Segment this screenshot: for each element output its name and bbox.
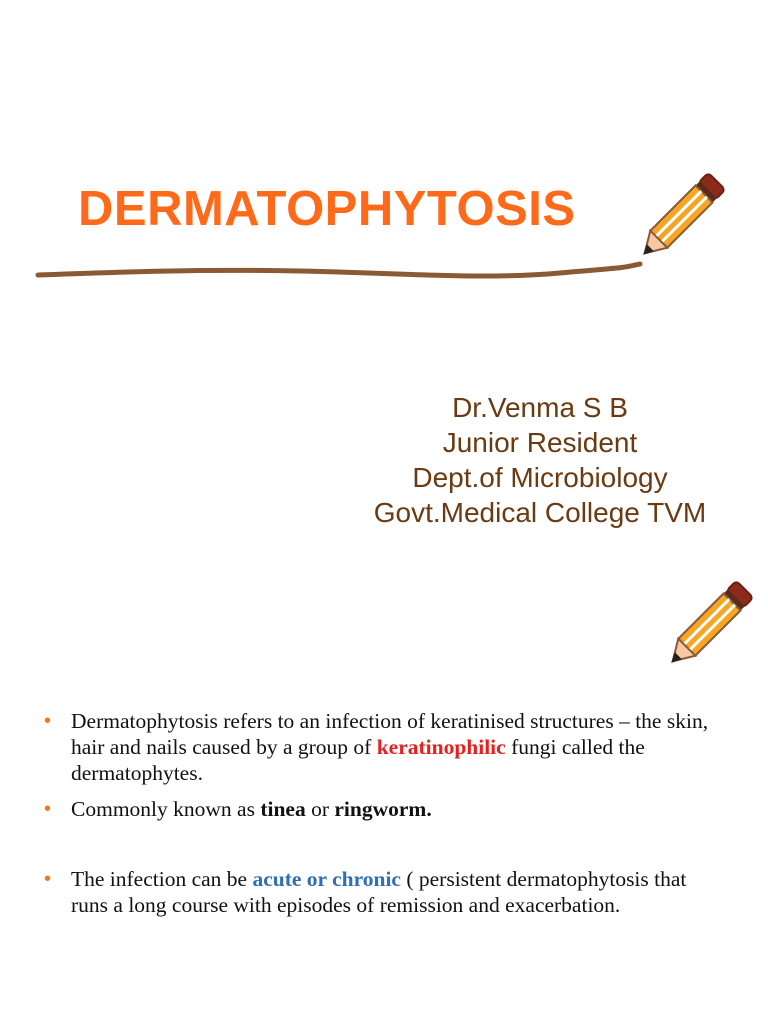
author-name: Dr.Venma S B [452,392,628,423]
bullet-text: ( persistent dermatophytosis that runs a long course with episodes of remission and exacerbation. [71,867,687,917]
bold-term: tinea [260,797,306,821]
author-position: Junior Resident [442,427,638,458]
list-item [44,796,724,822]
pencil-icon [656,576,760,676]
bold-term: ringworm. [334,797,432,821]
author-block [340,390,740,530]
bullet-marker: • [44,868,52,890]
pencil-icon [628,168,732,268]
highlight-term: keratinophilic [376,735,506,759]
list-item [44,866,724,918]
highlight-term: acute or chronic [252,867,401,891]
author-department: Dept.of Microbiology [412,462,668,493]
wavy-line-divider [0,250,660,290]
bullet-marker: • [44,798,52,820]
bullet-text: fungi called the dermatophytes. [71,735,645,785]
bullet-text: Dermatophytosis refers to an infection of keratinised structures – the skin, hair and nails caused by a group of [71,709,709,759]
bullet-marker: • [44,710,52,732]
bullet-list [44,708,724,918]
bullet-text: Commonly known as [71,797,261,821]
slide-title: DERMATOPHYTOSIS [78,182,576,236]
author-institution: Govt.Medical College TVM [373,497,707,528]
bullet-text: or [305,797,335,821]
bullet-text: The infection can be [71,867,253,891]
list-item [44,708,724,786]
